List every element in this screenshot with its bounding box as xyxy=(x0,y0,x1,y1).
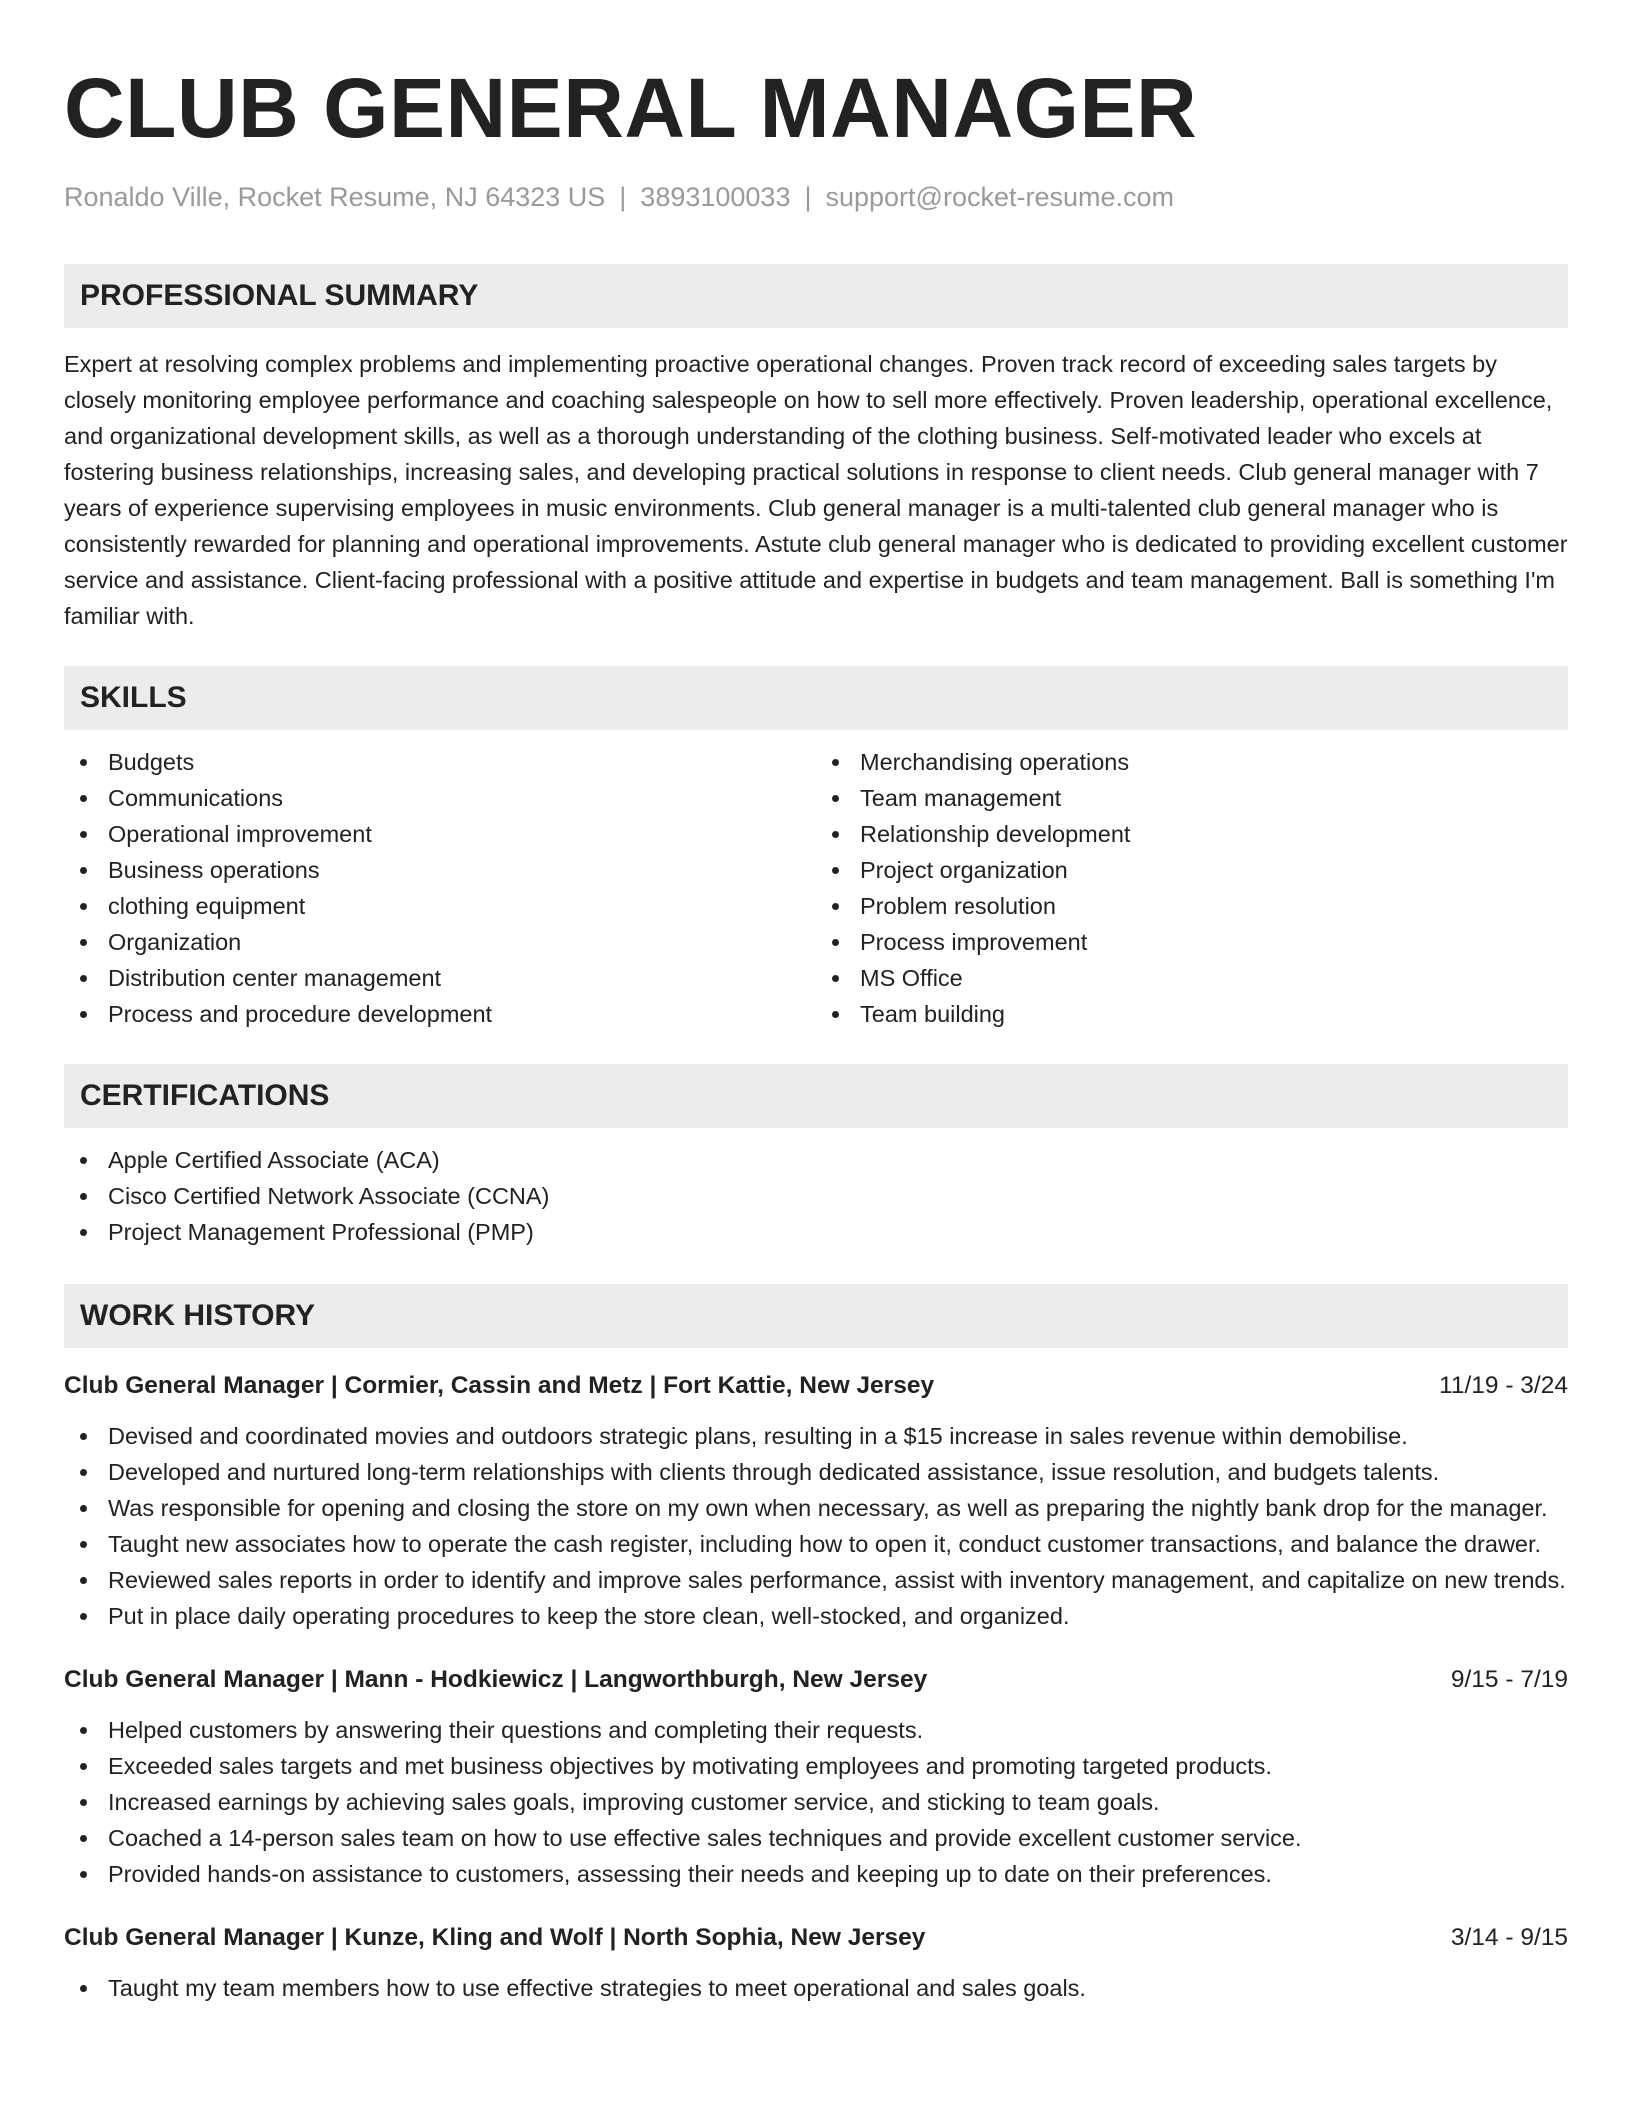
skill-item xyxy=(816,924,1568,960)
skill-item xyxy=(816,960,1568,996)
bullet-dot-icon xyxy=(832,939,839,946)
job-entry xyxy=(64,1920,1568,2006)
job-bullets xyxy=(64,1418,1568,1634)
job-bullet xyxy=(64,1784,1568,1820)
job-dates: 3/14 - 9/15 xyxy=(1450,1924,1568,1951)
bullet-dot-icon xyxy=(80,1541,87,1548)
skill-item-text: Project organization xyxy=(860,857,1068,883)
job-bullet xyxy=(64,1712,1568,1748)
skill-item-text: Process improvement xyxy=(860,929,1088,955)
skills-list xyxy=(64,744,1568,1032)
skill-item xyxy=(64,780,816,816)
job-entry xyxy=(64,1368,1568,1634)
skill-item-text: clothing equipment xyxy=(108,893,306,919)
bullet-dot-icon xyxy=(80,1469,87,1476)
job-header xyxy=(64,1662,1568,1698)
skills-column-left xyxy=(64,744,816,1032)
job-bullet-text: Provided hands-on assistance to customers, assessing their needs and keeping up to date on their preferences. xyxy=(108,1861,1272,1887)
job-entry xyxy=(64,1662,1568,1892)
skill-item xyxy=(64,996,816,1032)
bullet-dot-icon xyxy=(832,903,839,910)
skill-item xyxy=(816,888,1568,924)
bullet-dot-icon xyxy=(80,939,87,946)
bullet-dot-icon xyxy=(80,975,87,982)
bullet-dot-icon xyxy=(80,831,87,838)
job-header xyxy=(64,1920,1568,1956)
bullet-dot-icon xyxy=(80,1727,87,1734)
bullet-dot-icon xyxy=(80,867,87,874)
skill-item-text: Communications xyxy=(108,785,284,811)
contact-separator: | xyxy=(619,182,627,212)
job-bullet xyxy=(64,1418,1568,1454)
certifications-heading: CERTIFICATIONS xyxy=(64,1064,1568,1128)
summary-text: Expert at resolving complex problems and implementing proactive operational changes. Proven track record of exceeding sales targets by closely monitoring employee performance and coaching salespeople on how to sell more effectively. Proven leadership, operational excellence, and organizational development skills, as well as a thorough understanding of the clothing business. Self-motivated leader who excels at fostering business relationships, increasing sales, and developing practical solutions in response to client needs. Club general manager with 7 years of experience supervising employees in music environments. Club general manager is a multi-talented club general manager who is consistently rewarded for planning and operational improvements. Astute club general manager who is dedicated to providing excellent customer service and assistance. Client-facing professional with a positive attitude and expertise in budgets and team management. Ball is something I'm familiar with. xyxy=(64,351,1568,629)
bullet-dot-icon xyxy=(80,1613,87,1620)
certification-item-text: Cisco Certified Network Associate (CCNA) xyxy=(108,1183,550,1209)
bullet-dot-icon xyxy=(80,1985,87,1992)
contact-address: Ronaldo Ville, Rocket Resume, NJ 64323 US xyxy=(64,182,606,212)
bullet-dot-icon xyxy=(832,831,839,838)
skill-item xyxy=(816,996,1568,1032)
certification-item-text: Project Management Professional (PMP) xyxy=(108,1219,534,1245)
skill-item xyxy=(64,960,816,996)
bullet-dot-icon xyxy=(80,1193,87,1200)
certification-item xyxy=(64,1142,1568,1178)
bullet-dot-icon xyxy=(832,975,839,982)
skills-heading: SKILLS xyxy=(64,666,1568,730)
bullet-dot-icon xyxy=(80,1433,87,1440)
skill-item-text: Budgets xyxy=(108,749,195,775)
certifications-list xyxy=(64,1142,1568,1250)
work-history-heading: WORK HISTORY xyxy=(64,1284,1568,1348)
job-dates: 11/19 - 3/24 xyxy=(1439,1372,1568,1399)
job-bullet xyxy=(64,1598,1568,1634)
job-bullet-text: Was responsible for opening and closing the store on my own when necessary, as well as preparing the nightly bank drop for the manager. xyxy=(108,1495,1548,1521)
job-bullet-text: Reviewed sales reports in order to identify and improve sales performance, assist with inventory management, and capitalize on new trends. xyxy=(108,1567,1566,1593)
job-bullet-text: Devised and coordinated movies and outdoors strategic plans, resulting in a $15 increase in sales revenue within demobilise. xyxy=(108,1423,1408,1449)
skill-item-text: Organization xyxy=(108,929,242,955)
certification-item xyxy=(64,1214,1568,1250)
job-bullet-text: Developed and nurtured long-term relationships with clients through dedicated assistance, issue resolution, and budgets talents. xyxy=(108,1459,1440,1485)
job-bullet xyxy=(64,1856,1568,1892)
bullet-dot-icon xyxy=(80,759,87,766)
bullet-dot-icon xyxy=(80,1577,87,1584)
skills-column-right xyxy=(816,744,1568,1032)
job-bullet xyxy=(64,1970,1568,2006)
job-header xyxy=(64,1368,1568,1404)
job-bullet-text: Increased earnings by achieving sales goals, improving customer service, and sticking to team goals. xyxy=(108,1789,1160,1815)
bullet-dot-icon xyxy=(80,1157,87,1164)
skill-item-text: Problem resolution xyxy=(860,893,1056,919)
job-title: Club General Manager | Mann - Hodkiewicz | Langworthburgh, New Jersey xyxy=(64,1666,928,1693)
skill-item xyxy=(816,816,1568,852)
job-bullet-text: Taught my team members how to use effective strategies to meet operational and sales goals. xyxy=(108,1975,1086,2001)
skill-item-text: Business operations xyxy=(108,857,320,883)
bullet-dot-icon xyxy=(80,903,87,910)
skill-item-text: Merchandising operations xyxy=(860,749,1130,775)
skill-item xyxy=(64,852,816,888)
skill-item xyxy=(64,888,816,924)
job-bullets xyxy=(64,1712,1568,1892)
contact-email: support@rocket-resume.com xyxy=(825,182,1175,212)
skill-item xyxy=(816,780,1568,816)
skill-item-text: Team management xyxy=(860,785,1062,811)
bullet-dot-icon xyxy=(832,1011,839,1018)
skill-item xyxy=(64,924,816,960)
bullet-dot-icon xyxy=(832,795,839,802)
skill-item xyxy=(816,744,1568,780)
contact-line xyxy=(64,180,1568,214)
work-history-list xyxy=(64,1368,1568,2006)
bullet-dot-icon xyxy=(80,795,87,802)
job-dates: 9/15 - 7/19 xyxy=(1450,1666,1568,1693)
contact-phone: 3893100033 xyxy=(640,182,791,212)
bullet-dot-icon xyxy=(80,1763,87,1770)
job-bullets xyxy=(64,1970,1568,2006)
bullet-dot-icon xyxy=(80,1011,87,1018)
skill-item-text: Relationship development xyxy=(860,821,1131,847)
job-bullet-text: Exceeded sales targets and met business objectives by motivating employees and promoting targeted products. xyxy=(108,1753,1272,1779)
bullet-dot-icon xyxy=(80,1799,87,1806)
job-bullet-text: Coached a 14-person sales team on how to use effective sales techniques and provide excellent customer service. xyxy=(108,1825,1302,1851)
skill-item-text: Distribution center management xyxy=(108,965,442,991)
bullet-dot-icon xyxy=(80,1505,87,1512)
job-bullet-text: Taught new associates how to operate the cash register, including how to open it, conduct customer transactions, and balance the drawer. xyxy=(108,1531,1542,1557)
certification-item-text: Apple Certified Associate (ACA) xyxy=(108,1147,440,1173)
skill-item-text: Process and procedure development xyxy=(108,1001,493,1027)
job-title: Club General Manager | Cormier, Cassin and Metz | Fort Kattie, New Jersey xyxy=(64,1372,935,1399)
bullet-dot-icon xyxy=(832,759,839,766)
job-bullet xyxy=(64,1748,1568,1784)
job-bullet-text: Put in place daily operating procedures to keep the store clean, well-stocked, and organized. xyxy=(108,1603,1070,1629)
job-bullet xyxy=(64,1454,1568,1490)
contact-separator: | xyxy=(804,182,812,212)
skill-item-text: Operational improvement xyxy=(108,821,372,847)
certification-item xyxy=(64,1178,1568,1214)
resume-title: CLUB GENERAL MANAGER xyxy=(64,61,1198,155)
summary-heading: PROFESSIONAL SUMMARY xyxy=(64,264,1568,328)
skill-item xyxy=(816,852,1568,888)
job-title: Club General Manager | Kunze, Kling and Wolf | North Sophia, New Jersey xyxy=(64,1924,926,1951)
bullet-dot-icon xyxy=(80,1871,87,1878)
skill-item-text: MS Office xyxy=(860,965,963,991)
job-bullet xyxy=(64,1526,1568,1562)
skill-item xyxy=(64,816,816,852)
skill-item-text: Team building xyxy=(860,1001,1006,1027)
job-bullet-text: Helped customers by answering their questions and completing their requests. xyxy=(108,1717,924,1743)
job-bullet xyxy=(64,1562,1568,1598)
skill-item xyxy=(64,744,816,780)
job-bullet xyxy=(64,1490,1568,1526)
bullet-dot-icon xyxy=(80,1835,87,1842)
bullet-dot-icon xyxy=(80,1229,87,1236)
job-bullet xyxy=(64,1820,1568,1856)
bullet-dot-icon xyxy=(832,867,839,874)
